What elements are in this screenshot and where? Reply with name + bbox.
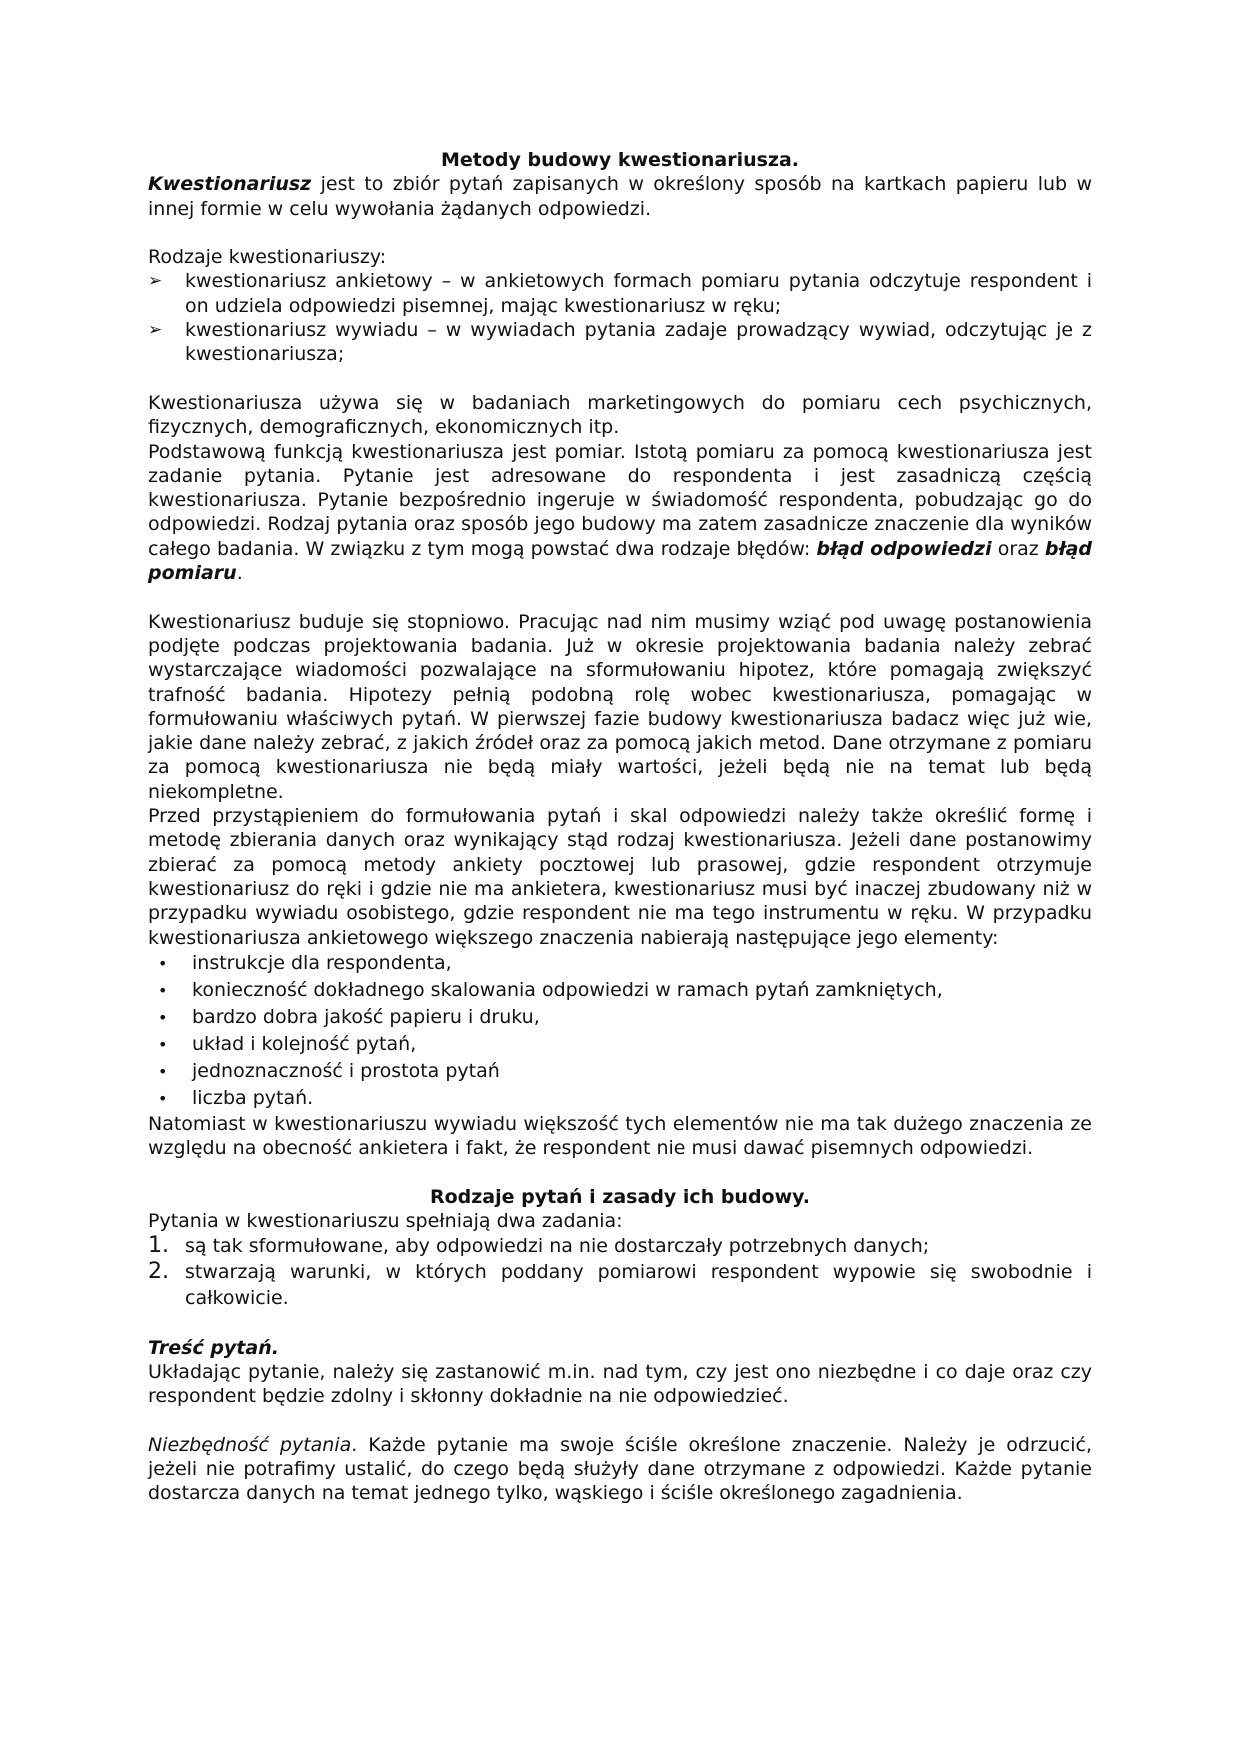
list-item: • układ i kolejność pytań, — [148, 1031, 1092, 1058]
document-page — [148, 148, 1092, 1506]
list-item: • bardzo dobra jakość papieru i druku, — [148, 1004, 1092, 1031]
list-item: 1. są tak sformułowane, aby odpowiedzi na nie dostarczały potrzebnych danych; — [148, 1233, 930, 1259]
arrow-bullet-icon: ➢ — [148, 320, 163, 341]
intro-text: jest to zbiór pytań zapisanych w określony sposób na kartkach papieru lub w innej formie w celu wywołania żądanych odpowiedzi. — [148, 173, 1092, 220]
bullet-icon: • — [158, 1061, 168, 1081]
elements-list — [148, 950, 1092, 1112]
usage-paragraph: Kwestionariusza używa się w badaniach marketingowych do pomiaru cech psychicznych, fizycznych, demograficznych, ekonomicznych itp. — [148, 391, 1092, 439]
bullet-icon: • — [158, 980, 168, 1000]
bullet-icon: • — [158, 953, 168, 973]
content-heading: Treść pytań. — [148, 1336, 279, 1359]
before-paragraph: Przed przystąpieniem do formułowania pytań i skal odpowiedzi należy także określić formę i metodę zbierania danych oraz wynikający stąd rodzaj kwestionariusza. Jeżeli dane postanowimy zbierać za pomocą metody ankiety pocztowej lub prasowej, gdzie respondent otrzymuje kwestionariusz do ręki i gdzie nie ma ankietera, kwestionariusz musi być inaczej zbudowany niż w przypadku wywiadu osobistego, gdzie respondent nie ma tego instrumentu w ręku. W przypadku kwestionariusza ankietowego większego znaczenia nabierają następujące jego elementy: — [148, 805, 1092, 949]
list-item: • instrukcje dla respondenta, — [148, 950, 1092, 977]
list-item: • konieczność dokładnego skalowania odpowiedzi w ramach pytań zamkniętych, — [148, 977, 1092, 1004]
bullet-icon: • — [158, 1007, 168, 1027]
intro-term: Kwestionariusz — [148, 173, 312, 196]
necessity-paragraph: Niezbędność pytania. Każde pytanie ma swoje ściśle określone znaczenie. Należy je odrzucić, jeżeli nie potrafimy ustalić, do czego będą służyły dane otrzymane z odpowiedzi. Każde pytanie dostarcza danych na temat jednego tylko, wąskiego i ściśle określonego zagadnienia. — [148, 1433, 1092, 1505]
however-paragraph: Natomiast w kwestionariuszu wywiadu większość tych elementów nie ma tak dużego znaczenia ze względu na obecność ankietera i fakt, że respondent nie musi dawać pisemnych odpowiedzi. — [148, 1112, 1092, 1160]
bullet-icon: • — [158, 1034, 168, 1054]
types-list — [148, 269, 1092, 366]
arrow-bullet-icon: ➢ — [148, 271, 163, 292]
list-item: ➢ kwestionariusz ankietowy – w ankietowych formach pomiaru pytania odczytuje respondent i on udziela odpowiedzi pisemnej, mając kwestionariusz w ręku; — [148, 270, 1092, 317]
necessity-term: Niezbędność pytania — [148, 1433, 352, 1456]
tasks-label: Pytania w kwestionariuszu spełniają dwa zadania: — [148, 1209, 623, 1232]
tasks-list — [148, 1233, 1092, 1311]
function-paragraph: Podstawową funkcją kwestionariusza jest pomiar. Istotą pomiaru za pomocą kwestionariusza jest zadanie pytania. Pytanie jest adresowane do respondenta i jest zasadniczą częścią kwestionariusza. Pytanie bezpośrednio ingeruje w świadomość respondenta, pobudzając go do odpowiedzi. Rodzaj pytania oraz sposób jego budowy ma zatem zasadnicze znaczenie dla wyników całego badania. W związku z tym mogą powstać dwa rodzaje błędów: błąd odpowiedzi oraz błąd pomiaru. — [148, 440, 1092, 585]
intro-paragraph — [148, 172, 1092, 221]
bullet-icon: • — [158, 1088, 168, 1108]
list-item: • liczba pytań. — [148, 1085, 1092, 1112]
list-item: ➢ kwestionariusz wywiadu – w wywiadach pytania zadaje prowadzący wywiad, odczytując je z kwestionariusza; — [148, 319, 1092, 366]
build-paragraph: Kwestionariusz buduje się stopniowo. Pracując nad nim musimy wziąć pod uwagę postanowienia podjęte podczas projektowania badania. Już w okresie projektowania badania należy zebrać wystarczające wiadomości pozwalające na sformułowaniu hipotez, które pomagają zwiększyć trafność badania. Hipotezy pełnią podobną rolę wobec kwestionariusza, pomagając w formułowaniu właściwych pytań. W pierwszej fazie budowy kwestionariusza badacz więc już wie, jakie dane należy zebrać, z jakich źródeł oraz za pomocą jakich metod. Dane otrzymane z pomiaru za pomocą kwestionariusza nie będą miały wartości, jeżeli będą nie na temat lub będą niekompletne. — [148, 610, 1092, 803]
content-paragraph: Układając pytanie, należy się zastanowić m.in. nad tym, czy jest ono niezbędne i co daje oraz czy respondent będzie zdolny i skłonny dokładnie na nie odpowiedzieć. — [148, 1360, 1092, 1408]
error-term-1: błąd odpowiedzi — [816, 537, 992, 560]
section-heading: Rodzaje pytań i zasady ich budowy. — [429, 1185, 811, 1208]
document-title: Metody budowy kwestionariusza. — [440, 149, 800, 171]
error-term-2: błąd pomiaru — [148, 537, 1092, 585]
types-label: Rodzaje kwestionariuszy: — [148, 246, 387, 269]
list-item: • jednoznaczność i prostota pytań — [148, 1058, 1092, 1085]
list-item: 2. stwarzają warunki, w których poddany pomiarowi respondent wypowie się swobodnie i całkowicie. — [148, 1259, 1092, 1310]
